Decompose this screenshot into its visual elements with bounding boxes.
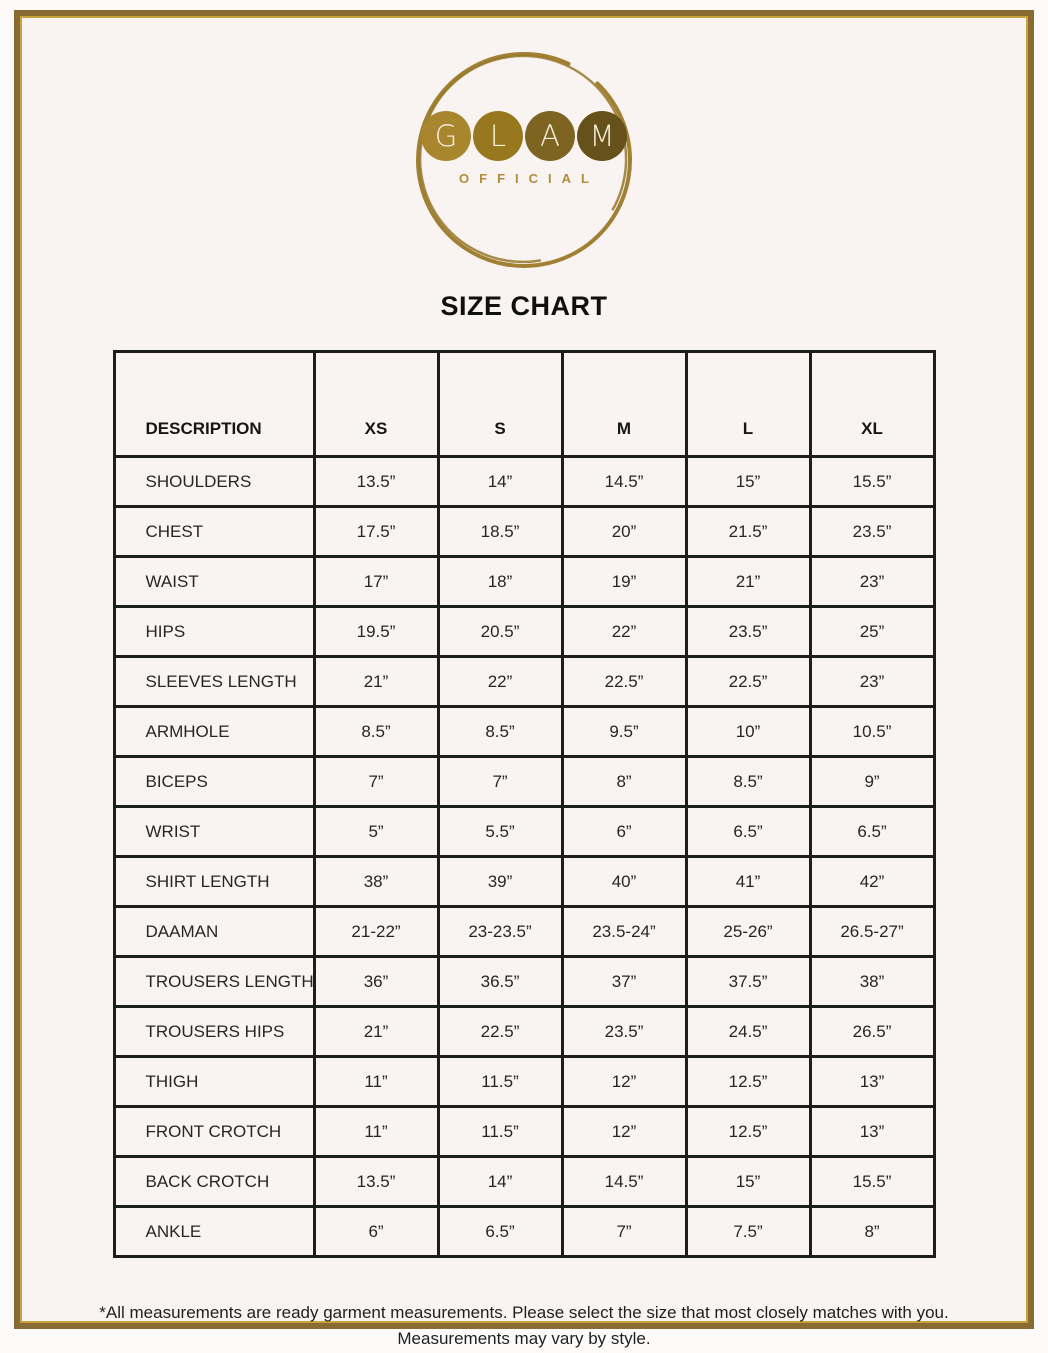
row-label: TROUSERS LENGTH — [114, 957, 314, 1007]
page-frame-inner — [20, 16, 1028, 1349]
size-cell: 7” — [562, 1207, 686, 1257]
size-cell: 15” — [686, 1157, 810, 1207]
size-cell: 22” — [562, 607, 686, 657]
size-cell: 15.5” — [810, 1157, 934, 1207]
size-cell: 20” — [562, 507, 686, 557]
size-cell: 7” — [438, 757, 562, 807]
row-label: FRONT CROTCH — [114, 1107, 314, 1157]
brand-logo — [409, 45, 639, 275]
logo-letter-circles — [420, 111, 628, 161]
logo-letter-g: G — [434, 119, 458, 153]
column-header-xl: XL — [810, 352, 934, 457]
size-cell: 21” — [314, 1007, 438, 1057]
size-cell: 37.5” — [686, 957, 810, 1007]
row-label: ANKLE — [114, 1207, 314, 1257]
row-label: THIGH — [114, 1057, 314, 1107]
size-cell: 24.5” — [686, 1007, 810, 1057]
table-header-row — [114, 352, 934, 457]
size-cell: 14” — [438, 1157, 562, 1207]
size-cell: 10.5” — [810, 707, 934, 757]
size-cell: 20.5” — [438, 607, 562, 657]
size-cell: 26.5” — [810, 1007, 934, 1057]
table-row — [114, 657, 934, 707]
size-cell: 13.5” — [314, 457, 438, 507]
size-cell: 11” — [314, 1057, 438, 1107]
logo-letter-circle-g — [421, 111, 471, 161]
size-cell: 38” — [314, 857, 438, 907]
size-cell: 6.5” — [438, 1207, 562, 1257]
row-label: CHEST — [114, 507, 314, 557]
logo-letter-l: L — [489, 119, 507, 153]
size-cell: 6” — [314, 1207, 438, 1257]
row-label: SHIRT LENGTH — [114, 857, 314, 907]
row-label: ARMHOLE — [114, 707, 314, 757]
size-cell: 25-26” — [686, 907, 810, 957]
footnote-line-1: *All measurements are ready garment measurements. Please select the size that most closely matches with you. — [99, 1303, 949, 1322]
brand-subtitle: OFFICIAL — [459, 171, 599, 186]
size-cell: 7” — [314, 757, 438, 807]
table-row — [114, 557, 934, 607]
column-header-m: M — [562, 352, 686, 457]
size-cell: 8.5” — [314, 707, 438, 757]
size-cell: 8” — [810, 1207, 934, 1257]
size-cell: 23.5” — [686, 607, 810, 657]
table-row — [114, 907, 934, 957]
row-label: TROUSERS HIPS — [114, 1007, 314, 1057]
size-cell: 25” — [810, 607, 934, 657]
size-cell: 22.5” — [686, 657, 810, 707]
size-cell: 8.5” — [438, 707, 562, 757]
size-cell: 15” — [686, 457, 810, 507]
size-cell: 18.5” — [438, 507, 562, 557]
logo-letter-circle-l — [473, 111, 523, 161]
table-row — [114, 1207, 934, 1257]
size-cell: 21.5” — [686, 507, 810, 557]
page-title: SIZE CHART — [440, 291, 608, 321]
size-cell: 26.5-27” — [810, 907, 934, 957]
column-header-l: L — [686, 352, 810, 457]
size-cell: 19.5” — [314, 607, 438, 657]
size-cell: 37” — [562, 957, 686, 1007]
size-cell: 6” — [562, 807, 686, 857]
table-row — [114, 1107, 934, 1157]
size-cell: 11.5” — [438, 1107, 562, 1157]
size-cell: 15.5” — [810, 457, 934, 507]
size-cell: 14.5” — [562, 1157, 686, 1207]
column-header-s: S — [438, 352, 562, 457]
table-row — [114, 607, 934, 657]
size-cell: 6.5” — [686, 807, 810, 857]
size-table — [113, 350, 936, 1258]
table-row — [114, 457, 934, 507]
size-cell: 23.5” — [562, 1007, 686, 1057]
size-cell: 8.5” — [686, 757, 810, 807]
table-row — [114, 1007, 934, 1057]
size-cell: 11” — [314, 1107, 438, 1157]
table-row — [114, 707, 934, 757]
table-row — [114, 807, 934, 857]
logo-letter-a: A — [540, 119, 560, 153]
footnote — [22, 1300, 1026, 1353]
size-cell: 22.5” — [562, 657, 686, 707]
size-cell: 17.5” — [314, 507, 438, 557]
size-cell: 6.5” — [810, 807, 934, 857]
table-row — [114, 957, 934, 1007]
size-cell: 8” — [562, 757, 686, 807]
page-frame — [14, 10, 1034, 1349]
size-cell: 23.5” — [810, 507, 934, 557]
size-cell: 23” — [810, 557, 934, 607]
size-cell: 9.5” — [562, 707, 686, 757]
row-label: BICEPS — [114, 757, 314, 807]
row-label: WRIST — [114, 807, 314, 857]
logo-letter-circle-m — [577, 111, 627, 161]
size-cell: 40” — [562, 857, 686, 907]
table-row — [114, 857, 934, 907]
size-cell: 12.5” — [686, 1057, 810, 1107]
size-cell: 41” — [686, 857, 810, 907]
table-row — [114, 1157, 934, 1207]
row-label: WAIST — [114, 557, 314, 607]
size-cell: 14” — [438, 457, 562, 507]
size-cell: 22” — [438, 657, 562, 707]
size-cell: 21-22” — [314, 907, 438, 957]
logo-letter-circle-a — [525, 111, 575, 161]
size-cell: 14.5” — [562, 457, 686, 507]
size-cell: 38” — [810, 957, 934, 1007]
size-cell: 39” — [438, 857, 562, 907]
size-cell: 13” — [810, 1057, 934, 1107]
column-header-xs: XS — [314, 352, 438, 457]
size-cell: 12” — [562, 1057, 686, 1107]
size-cell: 21” — [314, 657, 438, 707]
size-cell: 22.5” — [438, 1007, 562, 1057]
size-cell: 36.5” — [438, 957, 562, 1007]
size-cell: 10” — [686, 707, 810, 757]
table-row — [114, 507, 934, 557]
size-cell: 42” — [810, 857, 934, 907]
size-cell: 13” — [810, 1107, 934, 1157]
size-cell: 12.5” — [686, 1107, 810, 1157]
row-label: DAAMAN — [114, 907, 314, 957]
size-cell: 12” — [562, 1107, 686, 1157]
logo-letter-m: M — [589, 119, 615, 153]
size-cell: 18” — [438, 557, 562, 607]
row-label: BACK CROTCH — [114, 1157, 314, 1207]
size-cell: 36” — [314, 957, 438, 1007]
size-cell: 23-23.5” — [438, 907, 562, 957]
size-cell: 11.5” — [438, 1057, 562, 1107]
footnote-line-2: Measurements may vary by style. — [397, 1329, 651, 1349]
size-cell: 19” — [562, 557, 686, 607]
size-cell: 9” — [810, 757, 934, 807]
size-cell: 21” — [686, 557, 810, 607]
size-cell: 23” — [810, 657, 934, 707]
row-label: SHOULDERS — [114, 457, 314, 507]
column-header-description: DESCRIPTION — [114, 352, 314, 457]
size-cell: 5.5” — [438, 807, 562, 857]
row-label: HIPS — [114, 607, 314, 657]
size-cell: 7.5” — [686, 1207, 810, 1257]
row-label: SLEEVES LENGTH — [114, 657, 314, 707]
size-cell: 5” — [314, 807, 438, 857]
size-cell: 13.5” — [314, 1157, 438, 1207]
size-cell: 23.5-24” — [562, 907, 686, 957]
table-row — [114, 757, 934, 807]
size-cell: 17” — [314, 557, 438, 607]
table-row — [114, 1057, 934, 1107]
